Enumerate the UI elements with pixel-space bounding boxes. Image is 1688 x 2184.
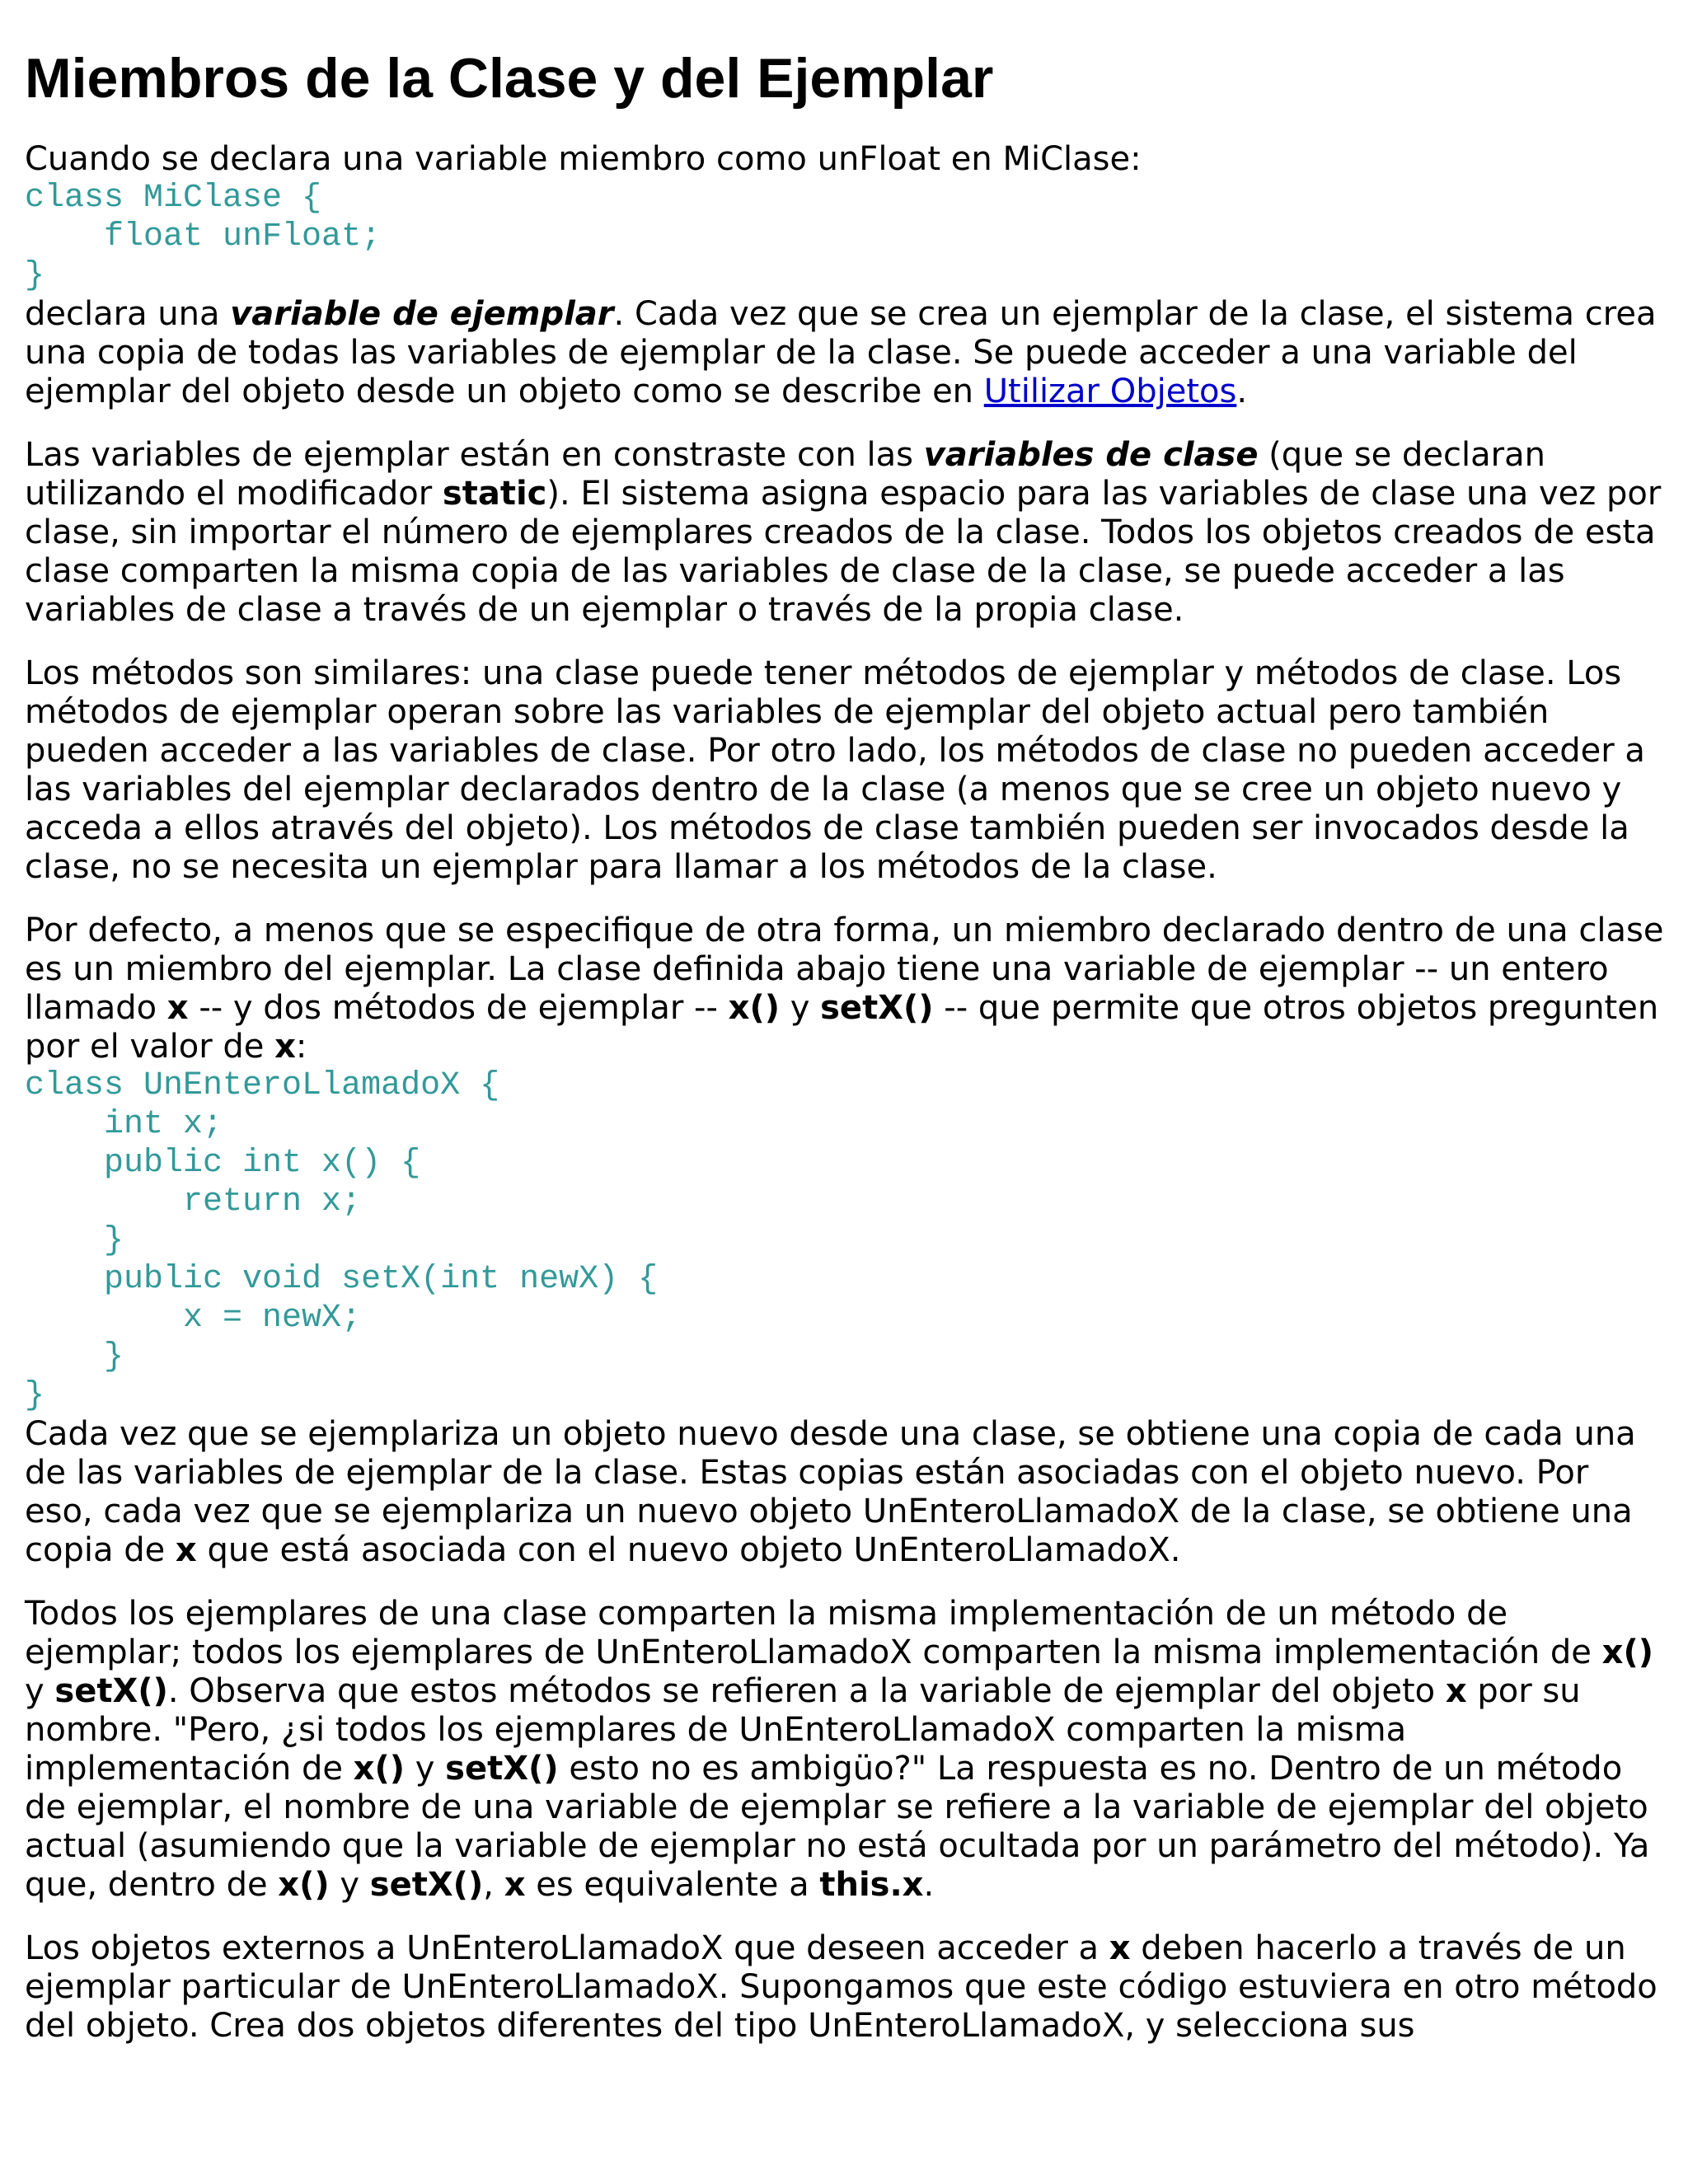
code-term: x() — [278, 1866, 330, 1904]
default-member-paragraph — [25, 912, 1665, 1066]
text-span: y — [780, 989, 821, 1027]
text-span: (que se declaran utilizando el modificador — [25, 436, 1545, 513]
term-class-variable: variables de clase — [923, 436, 1259, 474]
intro-paragraph — [25, 140, 1665, 179]
text-span: Por defecto, a menos que se especifique de otra forma, un miembro declarado dentro de una clase es un miembro del ejemplar. La clase definida abajo tiene una variable de ejemplar -- un entero llamado — [25, 912, 1664, 1027]
code-block-miclase: class MiClase { float unFloat; } — [25, 180, 382, 294]
instantiation-paragraph — [25, 1415, 1665, 1570]
utilizar-objetos-link[interactable]: Utilizar Objetos — [983, 373, 1237, 410]
text-span: -- y dos métodos de ejemplar -- — [188, 989, 729, 1027]
code-term: setX() — [54, 1672, 168, 1710]
text-span: declara una — [25, 295, 231, 333]
class-variable-paragraph — [25, 436, 1665, 630]
shared-implementation-paragraph — [25, 1595, 1665, 1905]
text-span: ). El sistema asigna espacio para las variables de clase una vez por clase, sin importar el número de ejemplares creados de la clase. Todos los objetos creados de esta clase comparten la misma copia de las variables de clase de la clase, se puede acceder a las variables de clase a través de un ejemplar o través de la propia clase. — [25, 475, 1662, 629]
text-span: : — [295, 1028, 307, 1066]
code-block-unenterollamadox: class UnEnteroLlamadoX { int x; public int x() { return x; } public void setX(int newX) { x = newX; } } — [25, 1067, 659, 1414]
text-span: -- que permite que otros objetos pregunten por el valor de — [25, 989, 1659, 1066]
text-span: . — [1236, 373, 1248, 410]
code-term: x — [175, 1531, 197, 1569]
text-span: Los objetos externos a UnEnteroLlamadoX que deseen acceder a — [25, 1929, 1109, 1967]
code-term: x — [504, 1866, 526, 1904]
code-term: x — [274, 1028, 296, 1066]
keyword-static: static — [442, 475, 547, 513]
text-span: Todos los ejemplares de una clase comparten la misma implementación de un método de ejemplar; todos los ejemplares de UnEnteroLlamadoX comparten la misma implementación de — [25, 1595, 1602, 1671]
text-span: esto no es ambigüo?" La respuesta es no. Dentro de un método de ejemplar, el nombre de una variable de ejemplar se refiere a la variable de ejemplar del objeto actual (asumiendo que la variable de ejemplar no está ocultada por un parámetro del método). Ya que, dentro de — [25, 1750, 1650, 1904]
text-span: deben hacerlo a través de un ejemplar particular de UnEnteroLlamadoX. Supongamos que este código estuviera en otro método del objeto. Crea dos objetos diferentes del tipo UnEnteroLlamadoX, y selecciona sus — [25, 1929, 1658, 2045]
code-term: x — [1109, 1929, 1131, 1967]
text-span: que está asociada con el nuevo objeto UnEnteroLlamadoX. — [196, 1531, 1181, 1569]
code-term: x() — [1601, 1633, 1654, 1671]
text-span: Los métodos son similares: una clase puede tener métodos de ejemplar y métodos de clase. Los métodos de ejemplar operan sobre las variables de ejemplar del objeto actual pero también pueden acceder a las variables de clase. Por otro lado, los métodos de clase no pueden acceder a las variables del ejemplar declarados dentro de la clase (a menos que se cree un objeto nuevo y acceda a ellos através del objeto). Los métodos de clase también pueden ser invocados desde la clase, no se necesita un ejemplar para llamar a los métodos de la clase. — [25, 654, 1645, 886]
code-term: x() — [728, 989, 781, 1027]
code-term: setX() — [445, 1750, 559, 1788]
code-term: setX() — [820, 989, 934, 1027]
code-term: x — [166, 989, 189, 1027]
code-term: x() — [353, 1750, 406, 1788]
text-span: y — [25, 1672, 55, 1710]
intro-text: Cuando se declara una variable miembro como unFloat en MiClase: — [25, 140, 1142, 178]
text-span: . Observa que estos métodos se refieren a la variable de ejemplar del objeto — [167, 1672, 1446, 1710]
text-span: y — [329, 1866, 370, 1904]
instance-variable-paragraph — [25, 295, 1665, 411]
code-term: x — [1445, 1672, 1467, 1710]
code-term: setX() — [369, 1866, 484, 1904]
methods-paragraph — [25, 654, 1665, 887]
page-title: Miembros de la Clase y del Ejemplar — [25, 47, 994, 110]
external-access-paragraph — [25, 1929, 1665, 2046]
document-page — [25, 41, 1665, 2046]
text-span: Las variables de ejemplar están en constraste con las — [25, 436, 924, 474]
text-span: Cada vez que se ejemplariza un objeto nuevo desde una clase, se obtiene una copia de cada una de las variables de ejemplar de la clase. Estas copias están asociadas con el objeto nuevo. Por eso, cada vez que se ejemplariza un nuevo objeto UnEnteroLlamadoX de la clase, se obtiene una copia de — [25, 1415, 1636, 1569]
text-span: es equivalente a — [525, 1866, 820, 1904]
code-term: this.x — [819, 1866, 924, 1904]
text-span: , — [483, 1866, 504, 1904]
term-instance-variable: variable de ejemplar — [230, 295, 614, 333]
text-span: . Cada vez que se crea un ejemplar de la clase, el sistema crea una copia de todas las variables de ejemplar de la clase. Se puede acceder a una variable del ejemplar del objeto desde un objeto como se describe en — [25, 295, 1657, 410]
text-span: . — [923, 1866, 935, 1904]
text-span: por su nombre. "Pero, ¿si todos los ejemplares de UnEnteroLlamadoX comparten la misma implementación de — [25, 1672, 1581, 1788]
text-span: y — [405, 1750, 446, 1788]
